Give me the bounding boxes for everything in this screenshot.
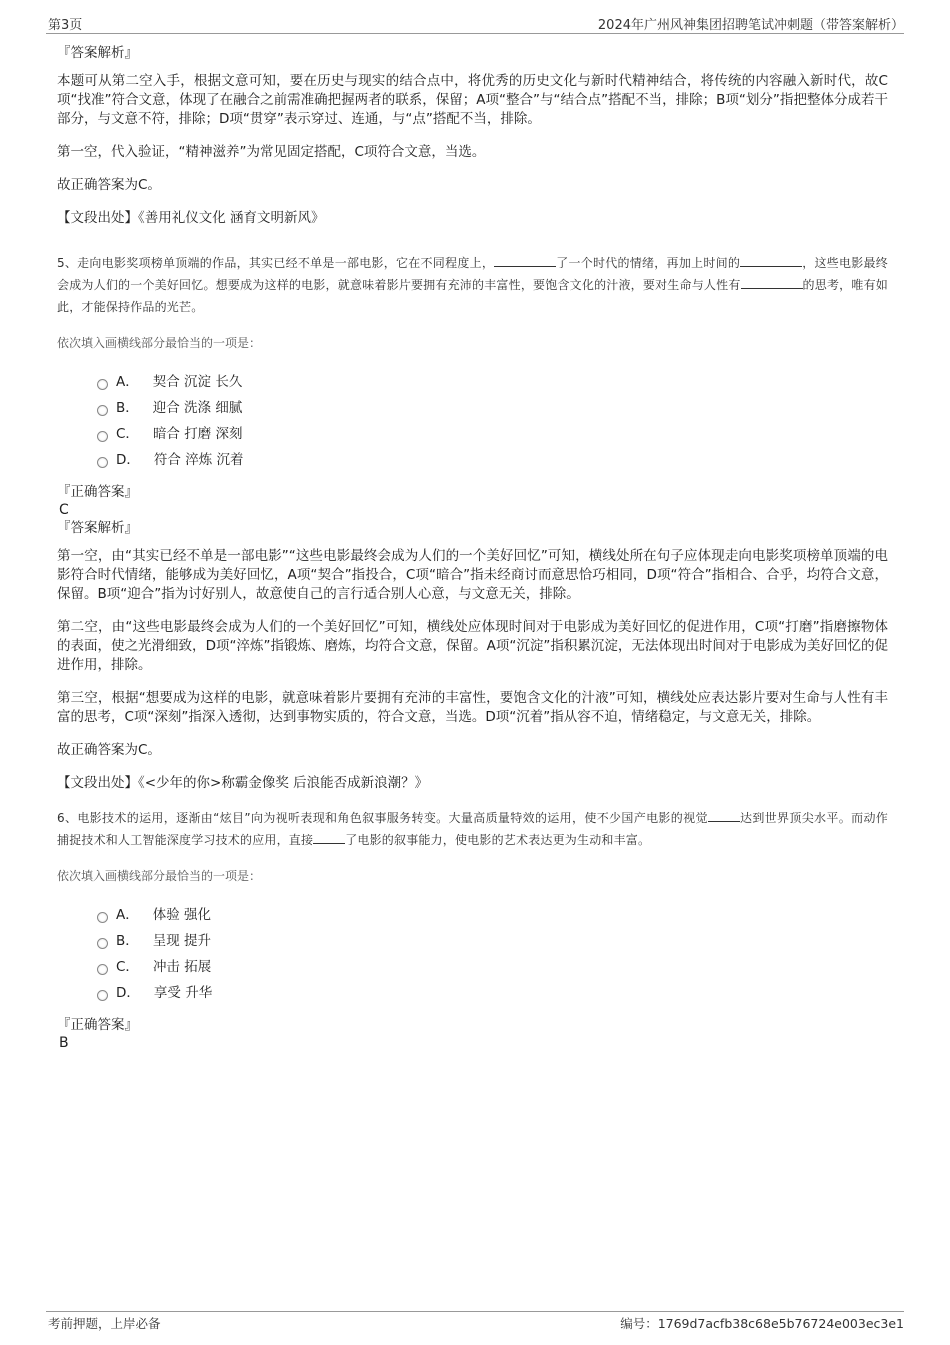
radio-icon[interactable] [97, 964, 108, 975]
radio-icon[interactable] [97, 457, 108, 468]
page-number: 第3页 [48, 18, 83, 33]
question-prompt: 依次填入画横线部分最恰当的一项是： [57, 336, 262, 350]
question-5-text: 5、走向电影奖项榜单顶端的作品，其实已经不单是一部电影，它在不同程度上， 了一个时代的情绪，再加上时间的 ，这些电影最终会成为人们的一个美好回忆。想要成为这样的电影，就意味着影片要拥有充沛的丰富性，要饱含文化的汁液，要对生命与人性有 的思考，唯有如此，才能保持作品的光芒。 [57, 252, 888, 318]
question-6-text: 6、电影技术的运用，逐渐由“炫目”向为视听表现和角色叙事服务转变。大量高质量特效的运用，使不少国产电影的视觉 达到世界顶尖水平。而动作捕捉技术和人工智能深度学习技术的应用，直接 了电影的叙事能力，使电影的艺术表达更为生动和丰富。 [57, 807, 888, 851]
correct-answer-value: B [59, 1035, 69, 1051]
blank-line [313, 829, 345, 844]
blank-line [708, 807, 740, 822]
question-prompt: 依次填入画横线部分最恰当的一项是： [57, 869, 262, 883]
radio-icon[interactable] [97, 990, 108, 1001]
radio-icon[interactable] [97, 912, 108, 923]
header-divider [46, 33, 904, 34]
source-citation: 【文段出处】《善用礼仪文化 涵育文明新风》 [57, 210, 325, 226]
footer-slogan: 考前押题，上岸必备 [48, 1316, 161, 1331]
conclusion: 故正确答案为C。 [57, 742, 161, 758]
correct-answer-label: 『正确答案』 [57, 484, 138, 500]
blank-line [740, 252, 802, 267]
correct-answer-label: 『正确答案』 [57, 1017, 138, 1033]
option-d[interactable]: D． 享受 升华 [97, 980, 888, 1006]
analysis-paragraph: 第一空，代入验证，“精神滋养”为常见固定搭配，C项符合文意，当选。 [57, 144, 486, 160]
correct-answer-value: C [59, 502, 69, 518]
analysis-paragraph: 第二空，由“这些电影最终会成为人们的一个美好回忆”可知，横线处应体现时间对于电影成为美好回忆的促进作用，C项“打磨”指磨擦物体的表面，使之光滑细致，D项“淬炼”指锻炼、磨炼，均符合文意，保留。A项“沉淀”指积累沉淀，无法体现出时间对于电影成为美好回忆的促进作用，排除。 [57, 619, 888, 673]
radio-icon[interactable] [97, 379, 108, 390]
option-b[interactable]: B． 迎合 洗涤 细腻 [97, 395, 888, 421]
analysis-label: 『答案解析』 [57, 45, 138, 61]
radio-icon[interactable] [97, 431, 108, 442]
analysis-paragraph: 第一空，由“其实已经不单是一部电影”“这些电影最终会成为人们的一个美好回忆”可知，横线处所在句子应体现走向电影奖项榜单顶端的电影符合时代情绪，能够成为美好回忆，A项“契合”指投合，C项“暗合”指未经商讨而意思恰巧相同，D项“符合”指相合、合乎，均符合文意，保留。B项“迎合”指为讨好别人，故意使自己的言行适合别人心意，与文意无关，排除。 [57, 548, 888, 602]
analysis-paragraph: 本题可从第二空入手，根据文意可知，要在历史与现实的结合点中，将优秀的历史文化与新时代精神结合，将传统的内容融入新时代，故C项“找准”符合文意，体现了在融合之前需准确把握两者的联系，保留；A项“整合”与“结合点”搭配不当，排除；B项“划分”指把整体分成若干部分，与文意不符，排除；D项“贯穿”表示穿过、连通，与“点”搭配不当，排除。 [57, 73, 888, 127]
blank-line [741, 274, 803, 289]
analysis-paragraph: 第三空，根据“想要成为这样的电影，就意味着影片要拥有充沛的丰富性，要饱含文化的汁液”可知，横线处应表达影片要对生命与人性有丰富的思考，C项“深刻”指深入透彻，达到事物实质的，符合文意，当选。D项“沉着”指从容不迫，情绪稳定，与文意无关，排除。 [57, 690, 888, 725]
conclusion: 故正确答案为C。 [57, 177, 161, 193]
radio-icon[interactable] [97, 938, 108, 949]
option-c[interactable]: C． 暗合 打磨 深刻 [97, 421, 888, 447]
analysis-label: 『答案解析』 [57, 520, 138, 536]
footer-divider [46, 1311, 904, 1312]
blank-line [494, 252, 556, 267]
document-title: 2024年广州风神集团招聘笔试冲刺题（带答案解析） [597, 18, 904, 33]
document-body [57, 44, 888, 1052]
option-a[interactable]: A． 体验 强化 [97, 902, 888, 928]
option-d[interactable]: D． 符合 淬炼 沉着 [97, 447, 888, 473]
option-c[interactable]: C． 冲击 拓展 [97, 954, 888, 980]
options-list [97, 902, 888, 1006]
option-b[interactable]: B． 呈现 提升 [97, 928, 888, 954]
document-id: 编号：1769d7acfb38c68e5b76724e003ec3e1 [620, 1316, 904, 1331]
options-list [97, 369, 888, 473]
source-citation: 【文段出处】《<少年的你>称霸金像奖 后浪能否成新浪潮？》 [57, 775, 429, 791]
radio-icon[interactable] [97, 405, 108, 416]
option-a[interactable]: A． 契合 沉淀 长久 [97, 369, 888, 395]
